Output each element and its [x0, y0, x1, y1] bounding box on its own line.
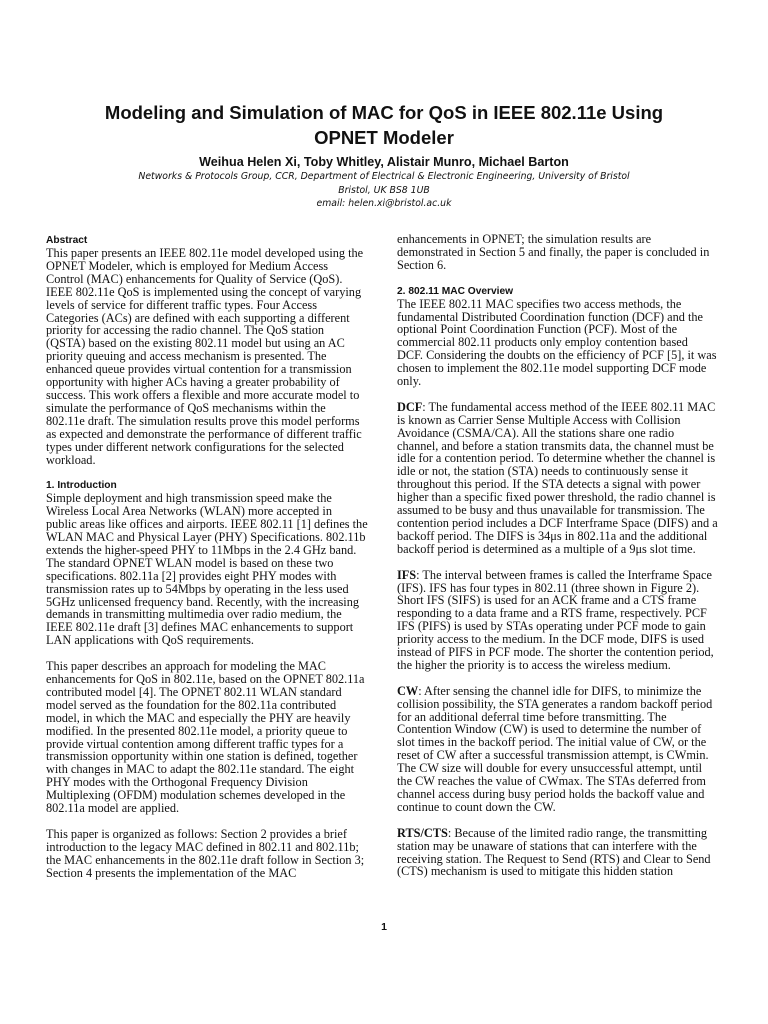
introduction-paragraph: [46, 492, 384, 647]
affiliation-line: Bristol, UK BS8 1UB: [338, 184, 430, 196]
text-line: WLAN MAC and Physical Layer (PHY) Specifications. 802.11b: [46, 530, 366, 545]
text-fragment: : Because of the limited radio range, the transmitting: [447, 825, 708, 840]
text-line: enhancements in OPNET; the simulation results are: [397, 232, 652, 246]
text-line: idle for a contention period. To determine whether the channel is: [397, 451, 716, 466]
text-line: This paper describes an approach for modeling the MAC: [46, 659, 327, 674]
text-line: workload.: [46, 452, 96, 467]
text-line: OPNET Modeler, which is employed for Medium Access: [46, 258, 329, 273]
affiliation-line: Networks & Protocols Group, CCR, Department of Electrical & Electronic Engineering, University of Bristol: [138, 171, 630, 182]
text-line: 802.11e draft. The simulation results prove this model performs: [46, 413, 360, 428]
text-line: throughout this period. If the STA detects a signal with power: [397, 477, 701, 492]
text-line: slot times in the backoff period. The initial value of CW, or the: [397, 735, 707, 750]
text-line: opportunity with higher ACs having a greater probability of: [46, 375, 340, 390]
text-line: Avoidance (CSMA/CA). All the stations share one radio: [397, 425, 675, 440]
introduction-heading: 1. Introduction: [46, 480, 117, 492]
text-line: Multiplexing (OFDM) modulation schemes developed in the: [46, 788, 346, 803]
text-line: the MAC enhancements in the 802.11e draft follow in Section 3;: [46, 852, 365, 867]
author-email: email: helen.xi@bristol.ac.uk: [316, 198, 452, 209]
text-line: provide virtual contention among different traffic types for a: [46, 736, 344, 751]
text-line: IEEE 802.11e draft [3] defines MAC enhancements to support: [46, 620, 354, 635]
text-line: model served as the foundation for the 802.11a contributed: [46, 697, 337, 712]
text-line: optional Point Coordination Function (PCF). Most of the: [397, 322, 678, 337]
text-line: priority for accessing the radio channel. The QoS station: [46, 323, 325, 338]
cw-paragraph: [397, 685, 735, 814]
text-line: station may be unaware of stations that can interfere with the: [397, 838, 697, 853]
title-line: Modeling and Simulation of MAC for QoS in IEEE 802.11e Using: [104, 102, 664, 123]
text-line: extends the higher-speed PHY to 11Mbps in the 2.4 GHz band.: [46, 542, 357, 557]
text-line: the higher the priority is to access the wireless medium.: [397, 657, 671, 672]
title-line: OPNET Modeler: [314, 127, 454, 148]
text-line: chosen to implement the 802.11e model supporting DCF mode: [397, 361, 707, 376]
abstract-paragraph: [46, 247, 384, 466]
text-line: 5GHz unlicensed frequency band. Recently, with the increasing: [46, 594, 360, 609]
text-fragment: : After sensing the channel idle for DIFS, to minimize the: [418, 683, 702, 698]
text-line: as expected and demonstrate the performance of different traffic: [46, 426, 362, 441]
text-line: LAN applications with QoS requirements.: [46, 633, 254, 648]
text-line: priority queuing and access mechanism is presented. The: [46, 349, 327, 364]
text-line: This paper is organized as follows: Section 2 provides a brief: [46, 826, 347, 841]
text-line: 802.11a model are applied.: [46, 801, 180, 816]
text-line: public areas like offices and airports. IEEE 802.11 [1] defines the: [46, 517, 368, 532]
section-2-heading: 2. 802.11 MAC Overview: [397, 285, 514, 297]
text-line: model, in which the MAC and especially the PHY are heavily: [46, 710, 351, 725]
text-line: only.: [397, 374, 422, 389]
text-line: reset of CW after a successful transmission attempt, is CWmin.: [397, 748, 709, 763]
ifs-paragraph: [397, 569, 735, 672]
text-line: Control (MAC) enhancements for Quality of Service (QoS).: [46, 271, 343, 286]
text-line: The IEEE 802.11 MAC specifies two access methods, the: [397, 296, 682, 311]
text-line: assumed to be busy and thus unavailable for transmission. The: [397, 503, 705, 518]
text-line: the CW reaches the value of CWmax. The STAs deferred from: [397, 774, 706, 789]
text-line: contention period includes a DCF Interframe Space (DIFS) and a: [397, 516, 718, 530]
text-line: is known as Carrier Sense Multiple Access with Collision: [397, 412, 681, 427]
dcf-term: DCF: [397, 399, 423, 414]
text-line: Section 4 presents the implementation of the MAC: [46, 865, 297, 880]
paragraph-body: [397, 414, 735, 556]
text-line: transmission opportunity within one station is defined, together: [46, 749, 358, 764]
text-line: success. This work offers a flexible and more accurate model to: [46, 387, 360, 402]
text-line: (QSTA) based on the existing 802.11 model but using an AC: [46, 336, 345, 351]
text-line: The CW size will double for every unsuccessful attempt, until: [397, 761, 703, 776]
dcf-paragraph: [397, 401, 735, 556]
paragraph-body: [397, 582, 735, 672]
text-line: collision possibility, the STA generates a random backoff period: [397, 696, 713, 711]
text-line: IFS (PIFS) is used by STAs operating under PCF mode to gain: [397, 619, 706, 634]
text-line: (CTS) mechanism is used to mitigate this hidden station: [397, 864, 673, 879]
text-line: demonstrated in Section 5 and finally, the paper is concluded in: [397, 244, 710, 259]
text-line: types under different network configurations for the selected: [46, 439, 344, 454]
rts-cts-term: RTS/CTS: [397, 825, 448, 840]
left-column: [46, 234, 384, 892]
text-line: PHY modes with the Orthogonal Frequency Division: [46, 775, 308, 790]
text-line: (IFS). IFS has four types in 802.11 (three shown in Figure 2).: [397, 580, 700, 595]
text-line: This paper presents an IEEE 802.11e model developed using the: [46, 246, 364, 260]
affiliation: [40, 170, 728, 211]
page-number: 1: [381, 921, 387, 933]
paper-title: [40, 100, 728, 150]
text-line: Categories (ACs) are defined with each supporting a different: [46, 310, 350, 325]
text-line: instead of PIFS in PCF mode. The shorter the contention period,: [397, 645, 714, 660]
author-list: Weihua Helen Xi, Toby Whitley, Alistair Munro, Michael Barton: [199, 155, 569, 169]
text-line: channel, and before a station transmits data, the channel must be: [397, 438, 714, 453]
text-line: backoff period. The DIFS is 34μs in 802.11a and the additional: [397, 528, 708, 543]
text-line: contributed model [4]. The OPNET 802.11 WLAN standard: [46, 684, 342, 699]
text-line: for an additional deferral time before transmitting. The: [397, 709, 667, 724]
section-2-paragraph: [397, 298, 735, 388]
paragraph-body: [397, 698, 735, 814]
text-line: introduction to the legacy MAC defined in 802.11 and 802.11b;: [46, 839, 359, 854]
continued-paragraph: [397, 233, 735, 272]
text-line: [397, 401, 735, 414]
ifs-term: IFS: [397, 567, 417, 582]
rts-cts-paragraph: [397, 827, 735, 879]
text-line: commercial 802.11 products only employ contention based: [397, 335, 688, 350]
text-line: transmission rates up to 54Mbps by operating in the less used: [46, 581, 349, 596]
text-fragment: : The fundamental access method of the IEEE 802.11 MAC: [422, 399, 716, 414]
paragraph-body: [397, 840, 735, 879]
introduction-paragraph: [46, 660, 384, 815]
text-line: backoff period is determined as a multiple of a 9μs slot time.: [397, 541, 696, 556]
cw-term: CW: [397, 683, 419, 698]
text-line: enhancements for QoS in 802.11e, based on the OPNET 802.11a: [46, 671, 365, 686]
introduction-paragraph: [46, 828, 384, 880]
text-line: channel access during busy period holds the backoff value and: [397, 787, 705, 801]
text-line: Contention Window (CW) is used to determine the number of: [397, 722, 702, 737]
text-line: higher than a specific fixed power threshold, the radio channel is: [397, 490, 716, 505]
text-line: continue to count down the CW.: [397, 799, 556, 814]
text-line: [397, 569, 735, 582]
text-line: demands in transmitting multimedia over radio medium, the: [46, 607, 342, 622]
text-line: Simple deployment and high transmission speed make the: [46, 491, 332, 506]
text-line: [397, 827, 735, 840]
text-line: Section 6.: [397, 257, 447, 272]
text-line: responding to a data frame and a RTS frame, respectively. PCF: [397, 606, 707, 621]
text-line: IEEE 802.11e QoS is implemented using the concept of varying: [46, 284, 362, 299]
text-fragment: : The interval between frames is called the Interframe Space: [416, 567, 712, 582]
text-line: [397, 685, 735, 698]
text-line: modified. In the presented 802.11e model, a priority queue to: [46, 723, 348, 738]
text-line: Short IFS (SIFS) is used for an ACK frame and a CTS frame: [397, 593, 697, 608]
text-line: simulate the performance of QoS mechanisms within the: [46, 400, 326, 415]
right-column: [397, 233, 735, 891]
text-line: priority access to the medium. In the DCF mode, DIFS is used: [397, 632, 705, 647]
abstract-heading: Abstract: [46, 235, 88, 246]
text-line: DCF. Considering the doubts on the efficiency of PCF [5], it was: [397, 348, 717, 363]
text-line: enhanced queue provides virtual contention for a transmission: [46, 362, 352, 377]
text-line: receiving station. The Request to Send (RTS) and Clear to Send: [397, 851, 711, 866]
text-line: specifications. 802.11a [2] provides eight PHY modes with: [46, 568, 337, 583]
text-line: The standard OPNET WLAN model is based on these two: [46, 555, 334, 570]
text-line: idle or not, the station (STA) needs to continuously sense it: [397, 464, 689, 479]
text-line: with changes in MAC to adapt the 802.11e standard. The eight: [46, 762, 355, 777]
text-line: fundamental Distributed Coordination function (DCF) and the: [397, 309, 703, 324]
text-line: Wireless Local Area Networks (WLAN) more accepted in: [46, 504, 332, 519]
text-line: levels of service for different traffic types. Four Access: [46, 297, 318, 312]
